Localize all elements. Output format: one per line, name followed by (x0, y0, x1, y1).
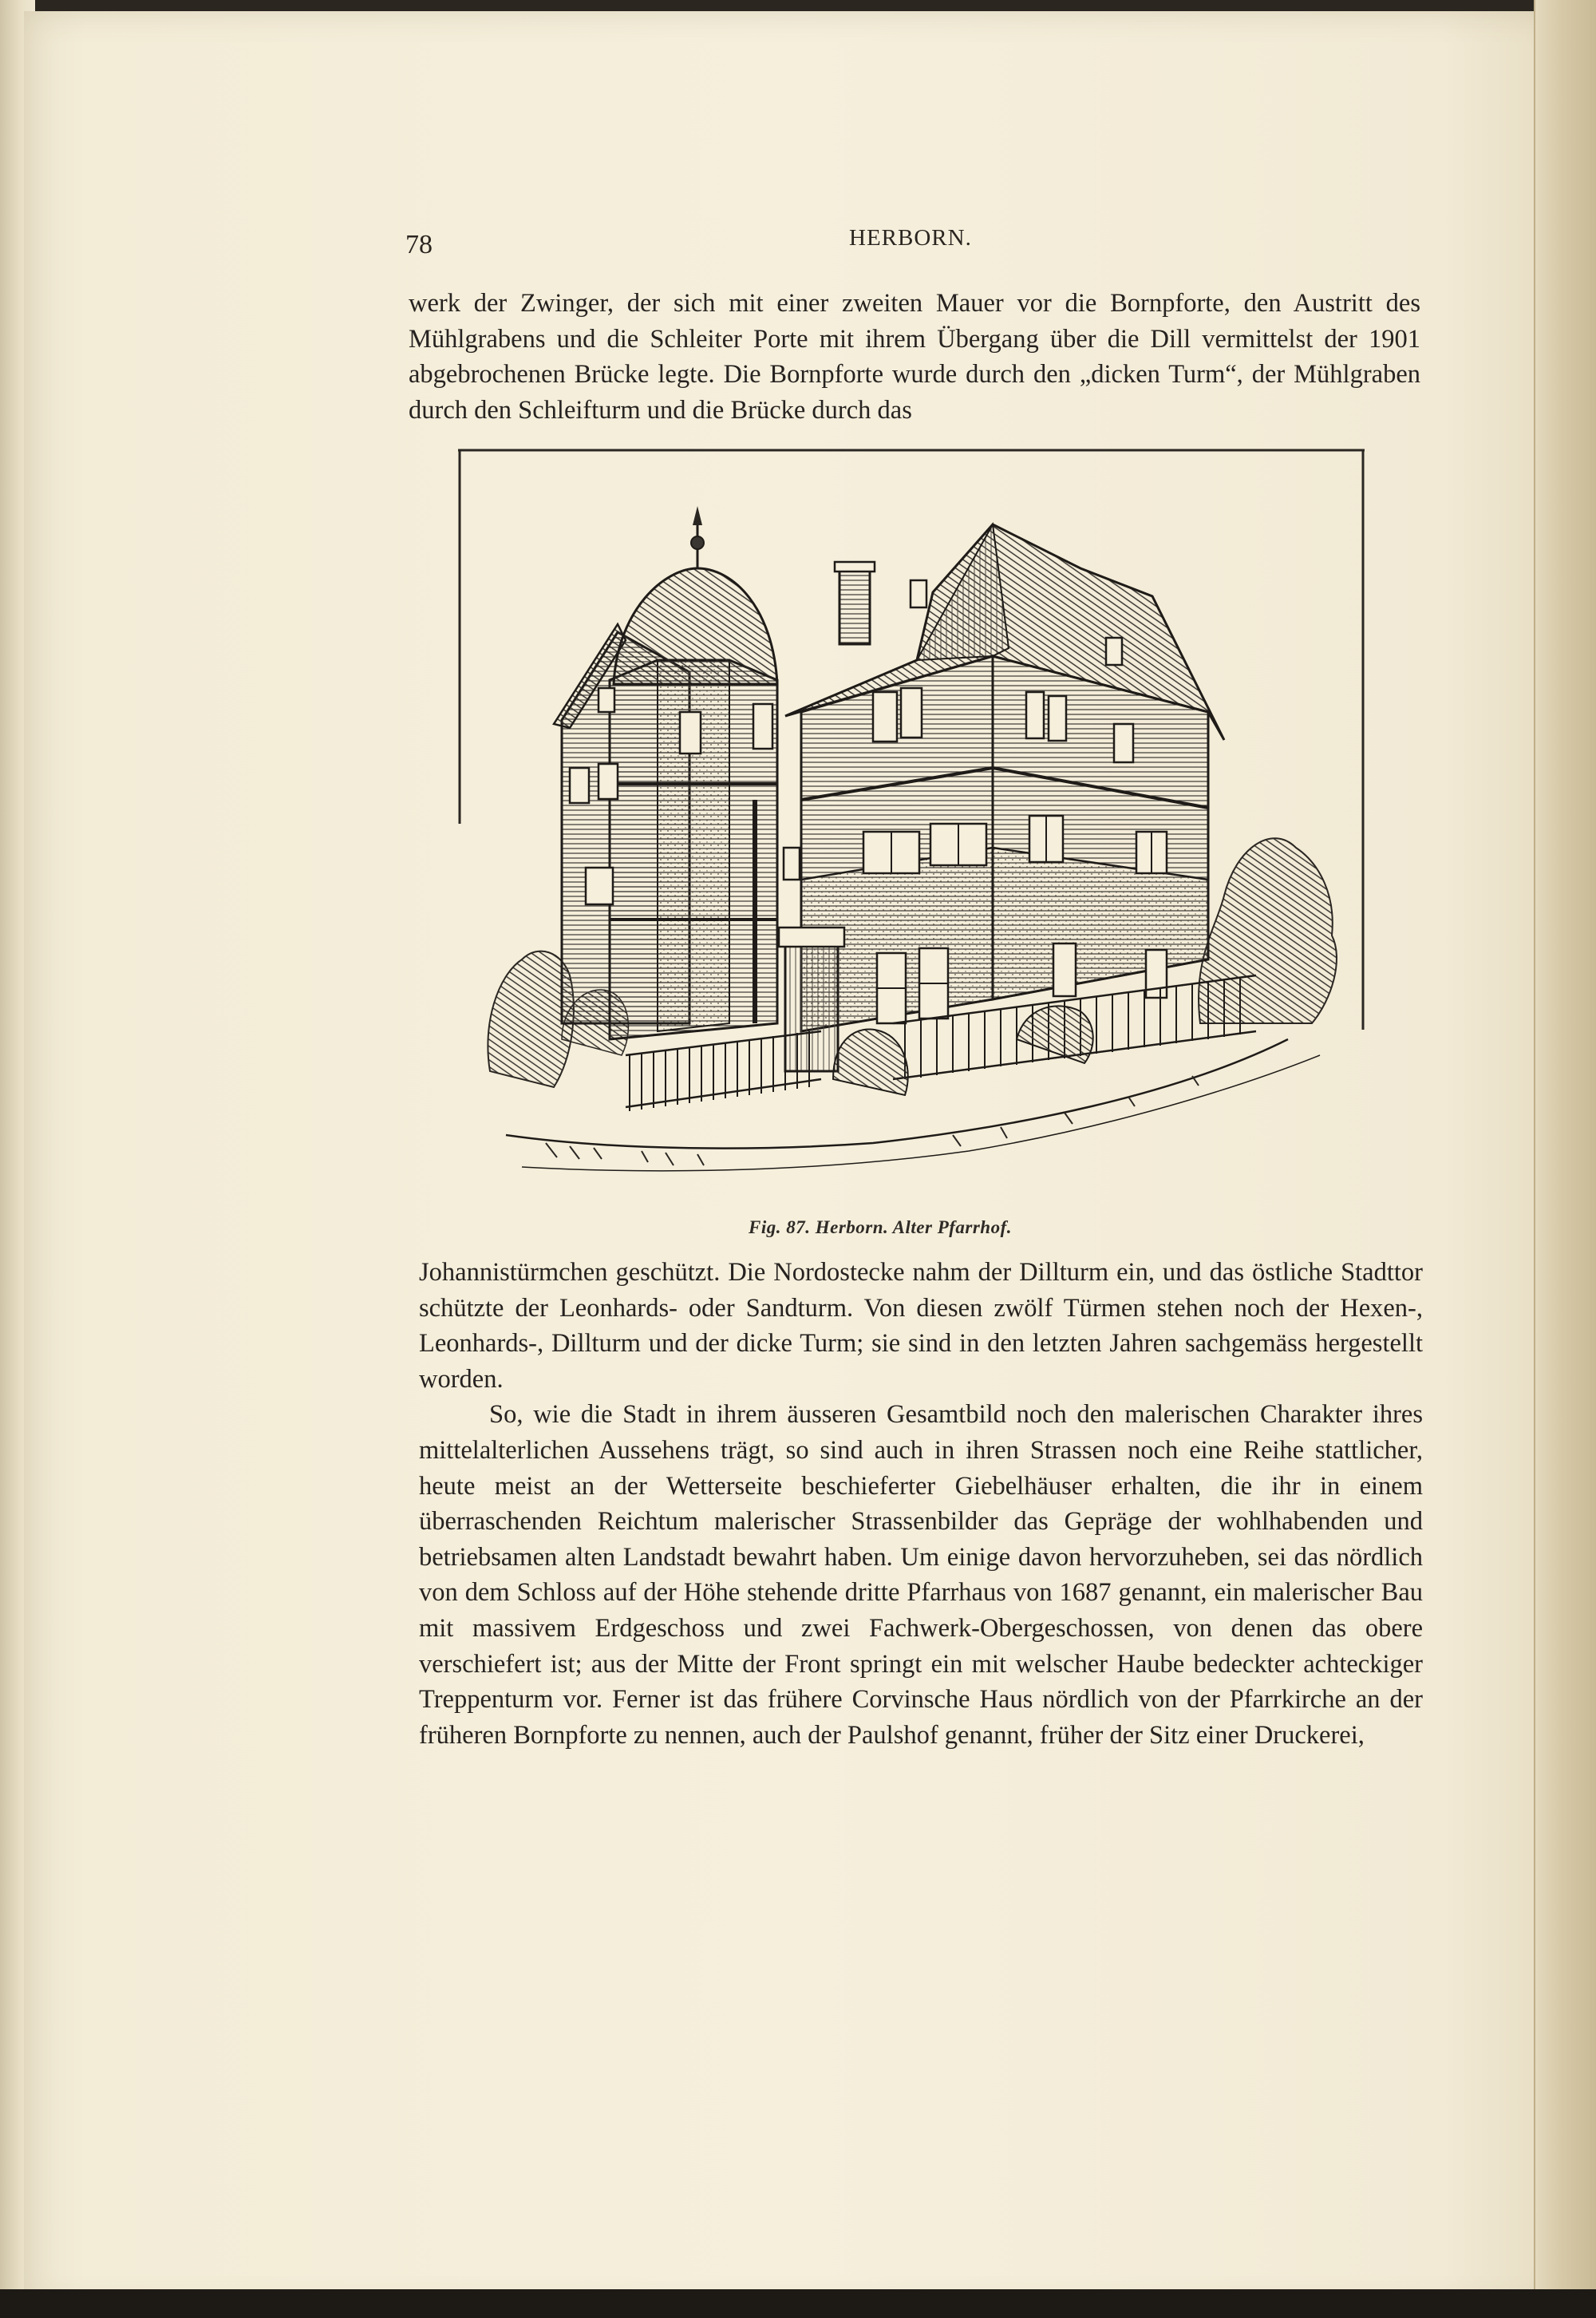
paragraph: werk der Zwinger, der sich mit einer zweiten Mauer vor die Bornpforte, den Austritt des Mühlgrabens und die Schleiter Porte mit ihrem Übergang über die Dill vermittelst der 1901 abgebrochenen Brücke legte. Die Bornpforte wurde durch den „dicken Turm“, der Mühlgraben durch den Schleifturm und die Brücke durch das (409, 289, 1420, 425)
running-head-title: HERBORN. (849, 225, 972, 251)
paragraph: Johannistürmchen geschützt. Die Nordostecke nahm der Dillturm ein, und das östliche Stadttor schützte der Leonhards- oder Sandturm. Von diesen zwölf Türmen stehen noch der Hexen-, Leonhards-, Dillturm und der dicke Turm; sie sind in den letzten Jahren sachgemäss hergestellt worden. (419, 1258, 1423, 1394)
figure-caption: Fig. 87. Herborn. Alter Pfarrhof. (749, 1217, 1013, 1237)
scan-background (0, 2289, 1596, 2318)
body-text-bottom (419, 1255, 1423, 1753)
running-head (405, 225, 1419, 265)
page-stack-edge (1534, 0, 1596, 2318)
body-text-top (409, 286, 1420, 428)
house-engraving (458, 449, 1365, 1180)
page-number: 78 (405, 230, 433, 259)
paragraph: So, wie die Stadt in ihrem äusseren Gesamtbild noch den malerischen Charakter ihres mittelalterlichen Aussehens trägt, so sind auch in ihren Strassen noch eine Reihe stattlicher, heute meist an der Wetterseite beschieferter Giebelhäuser erhalten, die ihr in einem überraschenden Reichtum malerischer Strassenbilder das Gepräge der wohlhabenden und betriebsamen alten Landstadt bewahrt haben. Um einige davon hervorzuheben, sei das nördlich von dem Schloss auf der Höhe stehende dritte Pfarrhaus von 1687 genannt, ein malerischer Bau mit massivem Erdgeschoss und zwei Fachwerk-Obergeschossen, von denen das obere verschiefert ist; aus der Mitte der Front springt ein mit welscher Haube bedeckter achteckiger Treppenturm vor. Ferner ist das frühere Corvinsche Haus nördlich von der Pfarrkirche an der früheren Bornpforte zu nennen, auch der Paulshof genannt, früher der Sitz einer Druckerei, (419, 1400, 1423, 1750)
figure-illustration (458, 449, 1365, 1180)
